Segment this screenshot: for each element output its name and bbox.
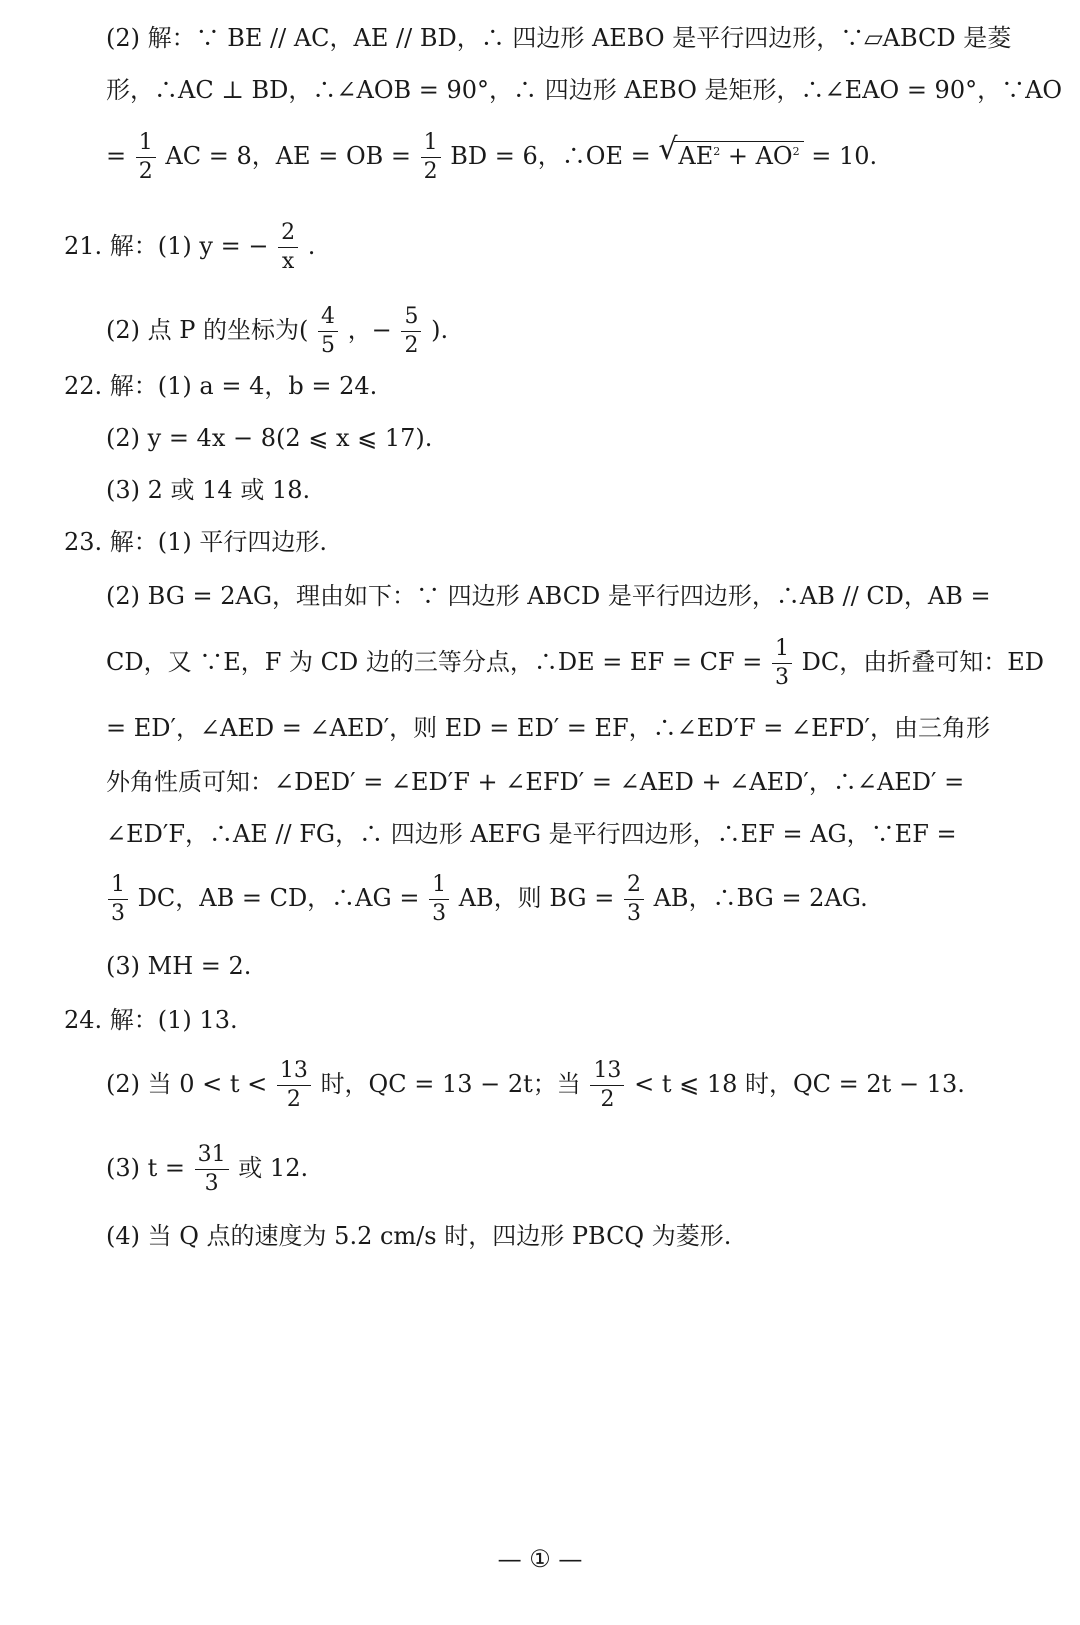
text-segment: DC，由折叠可知：ED bbox=[801, 648, 1044, 676]
text-segment: 21. 解：(1) y = − bbox=[64, 232, 269, 260]
text-segment: 23. 解：(1) 平行四边形. bbox=[64, 528, 328, 556]
answer-line bbox=[106, 1144, 1014, 1195]
text-segment: 22. 解：(1) a = 4，b = 24. bbox=[64, 372, 378, 400]
fraction-denominator: 3 bbox=[111, 901, 125, 926]
page-number: — ① — bbox=[497, 1545, 583, 1573]
text-segment: BD = 6，∴OE = bbox=[450, 142, 651, 170]
fraction bbox=[590, 1060, 624, 1111]
fraction-numerator: 2 bbox=[278, 222, 298, 248]
fraction-numerator: 1 bbox=[429, 874, 449, 900]
fraction-numerator: 2 bbox=[624, 874, 644, 900]
radicand bbox=[674, 141, 803, 168]
fraction-denominator: 2 bbox=[600, 1087, 615, 1112]
fraction-numerator: 13 bbox=[590, 1060, 624, 1086]
text-segment: (2) BG = 2AG，理由如下：∵ 四边形 ABCD 是平行四边形，∴AB // CD，AB = bbox=[106, 582, 991, 610]
answer-line bbox=[106, 426, 1014, 450]
answer-line bbox=[106, 1060, 1014, 1111]
fraction bbox=[772, 638, 792, 689]
text-segment: ，− bbox=[347, 316, 392, 344]
square-root bbox=[658, 132, 803, 170]
text-segment: (3) t = bbox=[106, 1154, 186, 1182]
answer-line bbox=[106, 770, 1014, 794]
fraction-numerator: 31 bbox=[195, 1144, 229, 1170]
text-segment: 时，QC = 13 − 2t；当 bbox=[320, 1070, 581, 1098]
text-segment: = ED′，∠AED = ∠AED′，则 ED = ED′ = EF，∴∠ED′F = ∠EFD′，由三角形 bbox=[106, 714, 990, 742]
question-heading bbox=[64, 1008, 1014, 1032]
fraction bbox=[429, 874, 449, 925]
fraction-denominator: 3 bbox=[626, 901, 641, 926]
fraction-denominator: 2 bbox=[423, 159, 438, 184]
fraction bbox=[195, 1144, 229, 1195]
exponent: 2 bbox=[713, 145, 721, 158]
text-segment: ∠ED′F，∴AE // FG，∴ 四边形 AEFG 是平行四边形，∴EF = AG，∵EF = bbox=[106, 820, 957, 848]
radicand-term: AE bbox=[678, 142, 714, 170]
fraction bbox=[136, 132, 156, 183]
answer-line bbox=[106, 584, 1014, 608]
fraction-denominator: 2 bbox=[404, 333, 419, 358]
fraction-numerator: 1 bbox=[136, 132, 156, 158]
fraction-numerator: 13 bbox=[277, 1060, 311, 1086]
text-segment: < t ⩽ 18 时，QC = 2t − 13. bbox=[634, 1070, 965, 1098]
answer-line bbox=[106, 76, 1063, 104]
answer-line bbox=[106, 954, 1014, 978]
text-segment: 外角性质可知：∠DED′ = ∠ED′F + ∠EFD′ = ∠AED + ∠AED′，∴∠AED′ = bbox=[106, 768, 965, 796]
fraction bbox=[108, 874, 128, 925]
text-segment: = 10. bbox=[811, 142, 878, 170]
answer-line bbox=[106, 874, 1014, 925]
answer-line bbox=[106, 478, 1014, 502]
text-segment: CD，又 ∵E，F 为 CD 边的三等分点，∴DE = EF = CF = bbox=[106, 648, 763, 676]
radicand-term: + AO bbox=[720, 142, 793, 170]
answer-line bbox=[106, 636, 1044, 690]
question-heading bbox=[64, 530, 1014, 554]
fraction-numerator: 4 bbox=[318, 306, 338, 332]
fraction-numerator: 1 bbox=[108, 874, 128, 900]
fraction-denominator: 3 bbox=[204, 1171, 219, 1196]
text-segment: AC = 8，AE = OB = bbox=[165, 142, 411, 170]
fraction bbox=[277, 1060, 311, 1111]
fraction-numerator: 1 bbox=[772, 638, 792, 664]
answer-line bbox=[106, 306, 1014, 357]
radical-sign-icon: √ bbox=[658, 132, 678, 167]
text-segment: AB，∴BG = 2AG. bbox=[653, 884, 868, 912]
answer-line bbox=[106, 716, 1014, 740]
fraction-denominator: 2 bbox=[286, 1087, 301, 1112]
question-heading bbox=[64, 374, 1014, 398]
text-segment: DC，AB = CD，∴AG = bbox=[137, 884, 420, 912]
fraction-denominator: 5 bbox=[321, 333, 336, 358]
fraction-denominator: 2 bbox=[138, 159, 153, 184]
question-heading bbox=[64, 222, 1014, 273]
text-segment: (3) 2 或 14 或 18. bbox=[106, 476, 311, 504]
fraction-denominator: 3 bbox=[774, 665, 789, 690]
text-segment: 24. 解：(1) 13. bbox=[64, 1006, 238, 1034]
text-segment: AB，则 BG = bbox=[458, 884, 615, 912]
exponent: 2 bbox=[792, 145, 800, 158]
text-segment: = bbox=[106, 142, 127, 170]
fraction-numerator: 5 bbox=[401, 306, 421, 332]
fraction bbox=[624, 874, 644, 925]
answer-line bbox=[106, 822, 1014, 846]
fraction bbox=[318, 306, 338, 357]
text-segment: 或 12. bbox=[238, 1154, 309, 1182]
text-segment: (4) 当 Q 点的速度为 5.2 cm/s 时，四边形 PBCQ 为菱形. bbox=[106, 1222, 732, 1250]
text-segment: ). bbox=[431, 316, 449, 344]
fraction-denominator: x bbox=[281, 249, 295, 274]
text-segment: (2) 点 P 的坐标为( bbox=[106, 316, 309, 344]
fraction-denominator: 3 bbox=[432, 901, 447, 926]
text-segment: (3) MH = 2. bbox=[106, 952, 252, 980]
answer-line bbox=[106, 1224, 1014, 1248]
text-segment: (2) 当 0 < t < bbox=[106, 1070, 268, 1098]
fraction bbox=[421, 132, 441, 183]
text-segment: (2) 解：∵ BE // AC，AE // BD，∴ 四边形 AEBO 是平行四边形，∵▱ABCD 是菱 bbox=[106, 24, 1012, 52]
text-segment: 形，∴AC ⊥ BD，∴∠AOB = 90°，∴ 四边形 AEBO 是矩形，∴∠EAO = 90°，∵AO bbox=[106, 76, 1063, 104]
answer-line bbox=[106, 26, 1014, 50]
fraction bbox=[278, 222, 298, 273]
fraction bbox=[401, 306, 421, 357]
text-segment: . bbox=[307, 232, 316, 260]
answer-line bbox=[106, 132, 1014, 183]
fraction-numerator: 1 bbox=[421, 132, 441, 158]
text-segment: (2) y = 4x − 8(2 ⩽ x ⩽ 17). bbox=[106, 424, 433, 452]
